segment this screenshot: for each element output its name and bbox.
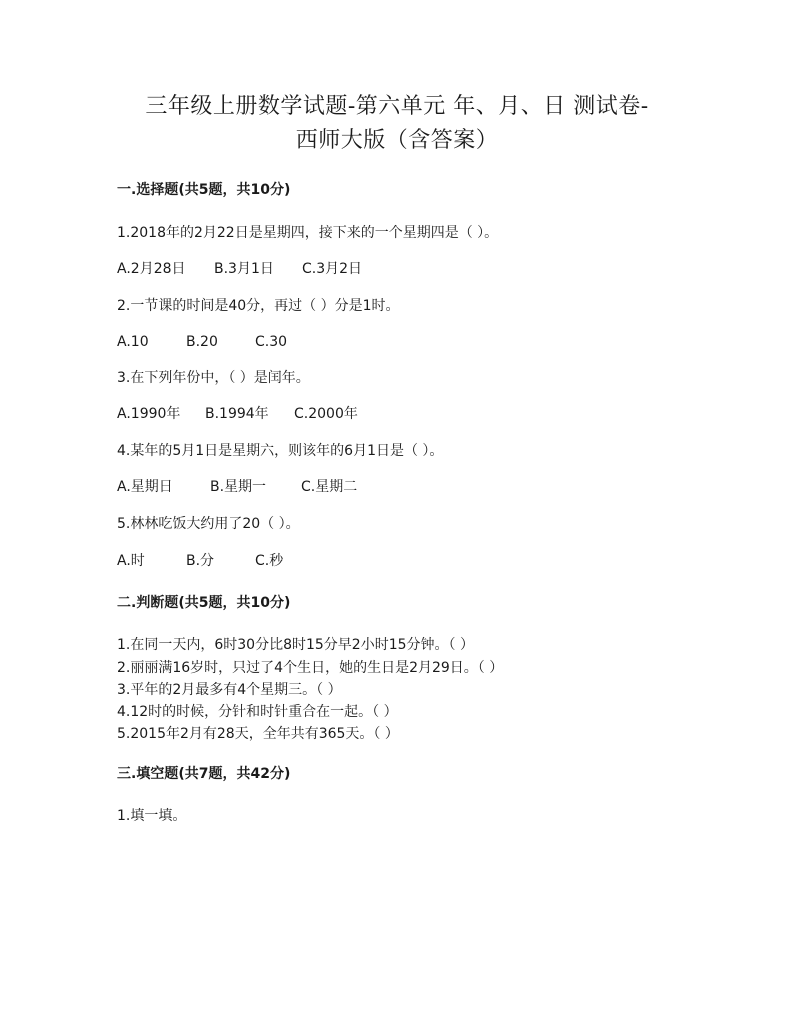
option-b: B.3月1日 xyxy=(214,261,274,277)
question-options xyxy=(117,259,362,279)
question-text: 5.林林吃饭大约用了20（ ）。 xyxy=(117,516,300,532)
option-a: A.10 xyxy=(117,334,149,350)
question-options xyxy=(117,404,358,424)
section-heading-judge: 二.判断题(共5题，共10分) xyxy=(117,595,291,611)
option-a: A.星期日 xyxy=(117,479,173,495)
exam-title-line-2: 西师大版（含答案） xyxy=(295,128,499,153)
option-b: B.1994年 xyxy=(205,406,269,422)
option-a: A.1990年 xyxy=(117,406,181,422)
question-text: 2.一节课的时间是40分，再过（ ）分是1时。 xyxy=(117,298,400,314)
option-c: C.2000年 xyxy=(294,406,358,422)
question-text: 3.在下列年份中，（ ）是闰年。 xyxy=(117,370,310,386)
question-options xyxy=(117,477,357,497)
exam-title-line-1: 三年级上册数学试题-第六单元 年、月、日 测试卷- xyxy=(145,94,649,119)
option-a: A.时 xyxy=(117,553,145,569)
option-a: A.2月28日 xyxy=(117,261,186,277)
question-text: 4.某年的5月1日是星期六，则该年的6月1日是（ ）。 xyxy=(117,443,444,459)
question-options xyxy=(117,332,287,352)
option-b: B.20 xyxy=(186,334,218,350)
option-b: B.星期一 xyxy=(210,479,267,495)
section-heading-fill: 三.填空题(共7题，共42分) xyxy=(117,766,291,782)
judge-statement: 1.在同一天内，6时30分比8时15分早2小时15分钟。（ ） xyxy=(117,637,474,653)
option-c: C.30 xyxy=(255,334,288,350)
option-c: C.星期二 xyxy=(301,479,358,495)
judge-statement: 4.12时的时候，分针和时针重合在一起。（ ） xyxy=(117,704,398,720)
question-text: 1.2018年的2月22日是星期四，接下来的一个星期四是（ ）。 xyxy=(117,225,499,241)
question-text: 1.填一填。 xyxy=(117,808,187,824)
section-heading-choice: 一.选择题(共5题，共10分) xyxy=(117,182,291,198)
judge-statement: 5.2015年2月有28天，全年共有365天。（ ） xyxy=(117,726,399,742)
judge-statement: 2.丽丽满16岁时，只过了4个生日，她的生日是2月29日。（ ） xyxy=(117,660,504,676)
option-c: C.3月2日 xyxy=(302,261,363,277)
question-options xyxy=(117,551,283,571)
option-c: C.秒 xyxy=(255,553,284,569)
option-b: B.分 xyxy=(186,553,215,569)
judge-statement: 3.平年的2月最多有4个星期三。（ ） xyxy=(117,682,342,698)
